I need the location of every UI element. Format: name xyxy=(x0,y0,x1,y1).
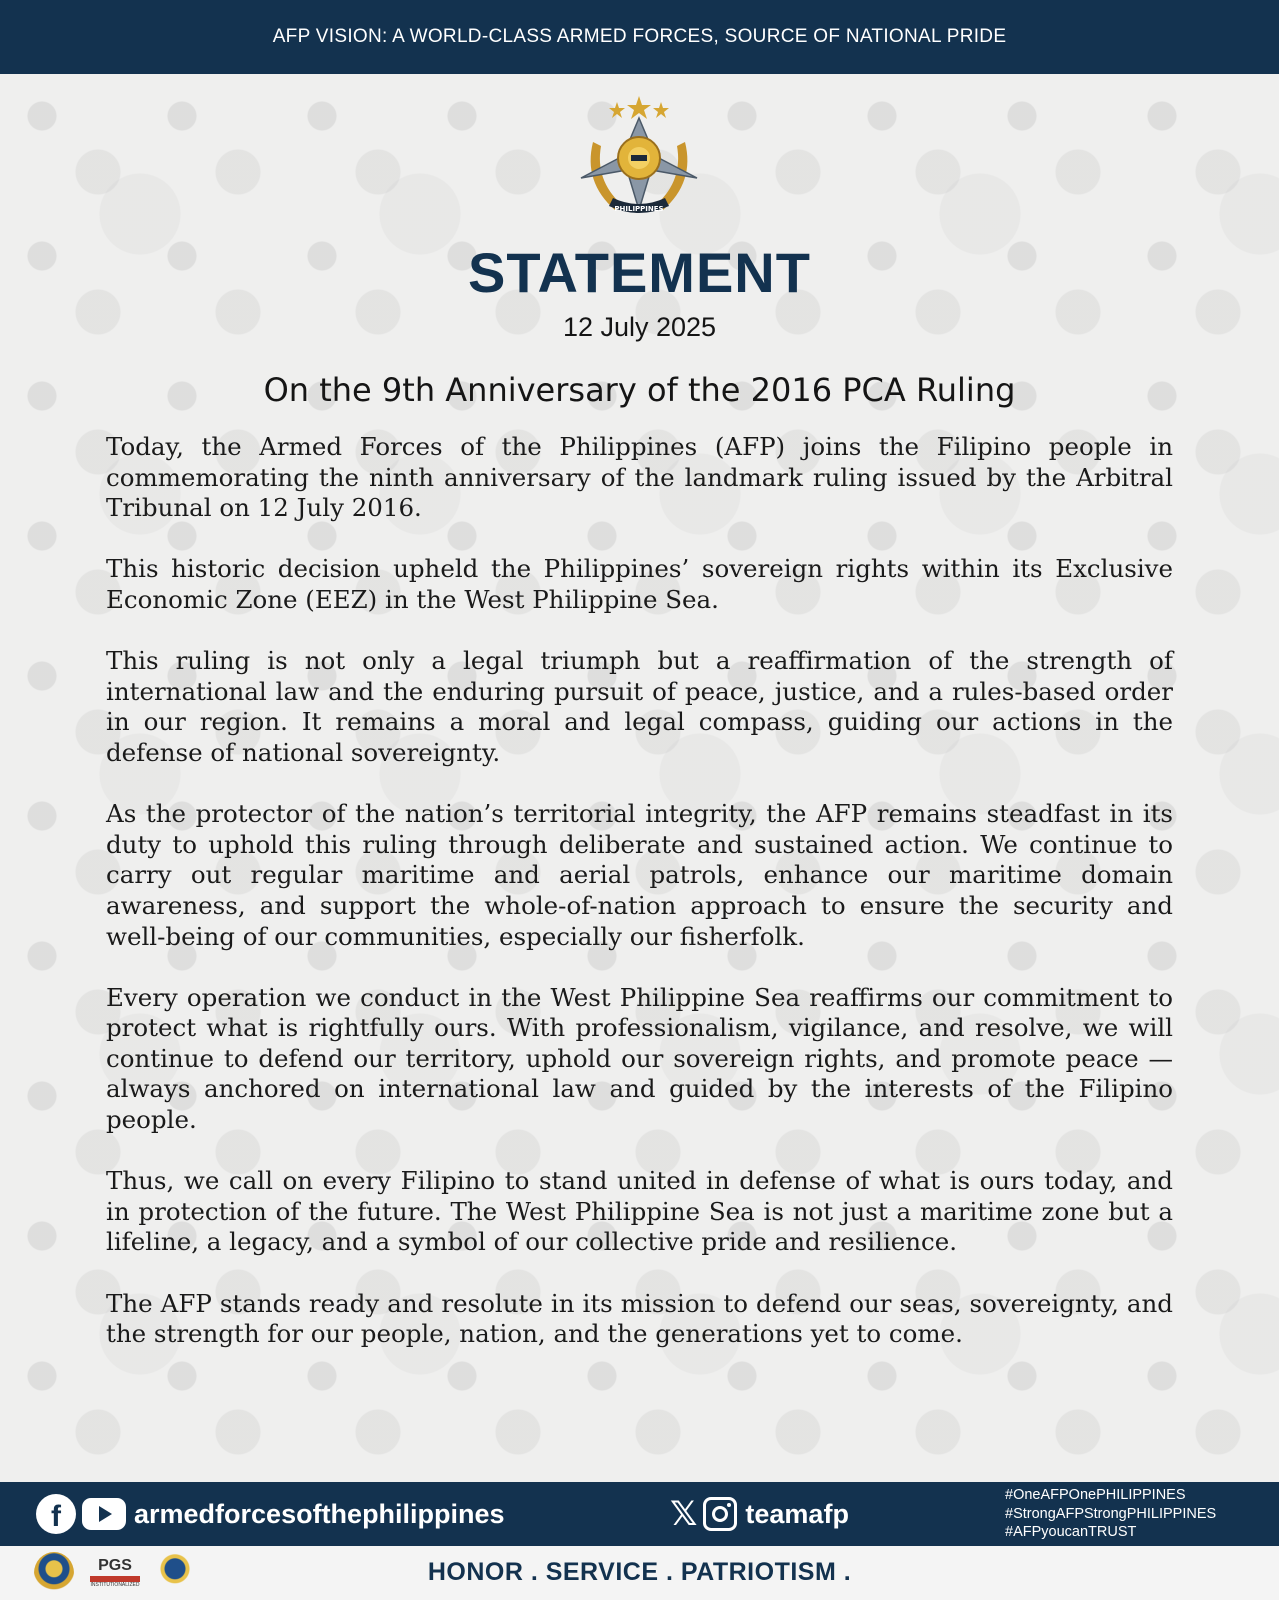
statement-title: STATEMENT xyxy=(468,241,811,304)
statement-body xyxy=(106,432,1173,1380)
social-handle-main[interactable]: armedforcesofthephilippines xyxy=(134,1498,505,1529)
x-icon[interactable]: 𝕏 xyxy=(670,1494,698,1534)
afp-seal-icon xyxy=(575,92,703,226)
instagram-icon[interactable] xyxy=(703,1497,737,1531)
statement-subject: On the 9th Anniversary of the 2016 PCA Ruling xyxy=(263,371,1016,409)
bottom-strip xyxy=(0,1546,1279,1600)
hashtag: #OneAFPOnePHILIPPINES xyxy=(1005,1487,1186,1503)
motto: HONOR . SERVICE . PATRIOTISM . xyxy=(427,1558,852,1586)
paragraph: As the protector of the nation’s territorial integrity, the AFP remains steadfast in its duty to uphold this ruling through deliberate and sustained action. We continue to carry out regular maritime and aerial patrols, enhance our maritime domain awareness, and support the whole-of-nation approach to ensure the security and well-being of our communities, especially our fisherfolk. xyxy=(106,799,1173,951)
paragraph: Every operation we conduct in the West Philippine Sea reaffirms our commitment to protect what is rightfully ours. With professionalism, vigilance, and resolve, we will continue to defend our territory, uphold our sovereign rights, and promote peace — always anchored on international law and guided by the interests of the Filipino people. xyxy=(106,982,1173,1135)
social-alt-group xyxy=(670,1494,849,1534)
youtube-icon[interactable] xyxy=(82,1498,126,1530)
hashtag-list xyxy=(1005,1486,1216,1542)
hashtag: #StrongAFPStrongPHILIPPINES xyxy=(1005,1505,1217,1522)
seal-text: PHILIPPINES xyxy=(614,205,664,213)
paragraph: Thus, we call on every Filipino to stand united in defense of what is ours today, and in protection of the future. The West Philippine Sea is not just a maritime zone but a lifeline, a legacy, and a symbol of our collective pride and resilience. xyxy=(106,1166,1173,1257)
pgs-label: PGS xyxy=(98,1557,132,1574)
social-handle-alt[interactable]: teamafp xyxy=(745,1498,849,1529)
vision-text: AFP VISION: A WORLD-CLASS ARMED FORCES, SOURCE OF NATIONAL PRIDE xyxy=(272,26,1007,47)
statement-date: 12 July 2025 xyxy=(562,312,717,342)
paragraph: The AFP stands ready and resolute in its mission to defend our seas, sovereignty, and the strength for our people, nation, and the generations yet to come. xyxy=(106,1288,1173,1349)
facebook-icon[interactable]: f xyxy=(36,1494,76,1534)
hashtag: #AFPyoucanTRUST xyxy=(1005,1524,1137,1540)
social-footer xyxy=(0,1482,1279,1546)
paragraph: Today, the Armed Forces of the Philippines (AFP) joins the Filipino people in commemorating the ninth anniversary of the landmark ruling issued by the Arbitral Tribunal on 12 July 2016. xyxy=(106,432,1173,523)
paragraph: This ruling is not only a legal triumph but a reaffirmation of the strength of international law and the enduring pursuit of peace, justice, and a rules-based order in our region. It remains a moral and legal compass, guiding our actions in the defense of national sovereignty. xyxy=(106,646,1173,767)
social-main-group xyxy=(36,1494,505,1534)
pgs-sublabel: INSTITUTIONALIZED xyxy=(90,1582,140,1588)
paragraph: This historic decision upheld the Philippines’ sovereign rights within its Exclusive Economic Zone (EEZ) in the West Philippine Sea. xyxy=(106,554,1173,614)
vision-banner xyxy=(0,0,1279,74)
